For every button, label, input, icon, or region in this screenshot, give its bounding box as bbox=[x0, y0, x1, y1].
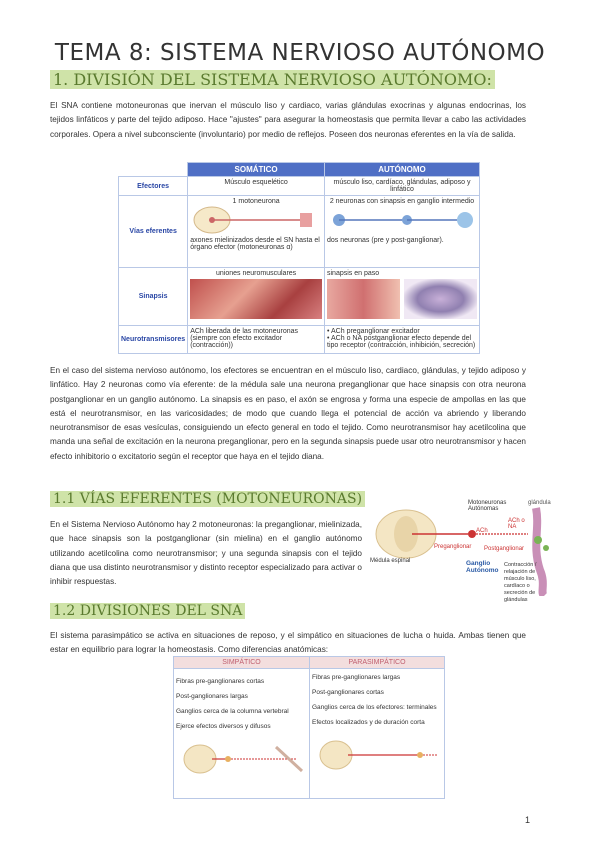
page-number: 1 bbox=[524, 815, 530, 825]
section12-paragraph: El sistema parasimpático se activa en situaciones de reposo, y el simpático en situaciones de lucha o huida. Ambas tienen que estar en equilibrio para lograr la homeostasis. Como diferencias anatómicas: bbox=[50, 631, 526, 655]
label-pre: Preganglionar bbox=[434, 544, 472, 550]
two-neuron-diagram bbox=[327, 205, 477, 235]
para-item: Ganglios cerca de los efectores: terminales bbox=[312, 704, 437, 711]
simpatico-item: Ganglios cerca de la columna vertebral bbox=[176, 708, 289, 715]
vias-autonomo-cell bbox=[325, 196, 480, 268]
efectores-somatico: Músculo esquelético bbox=[188, 177, 325, 196]
section1-heading: 1. DIVISIÓN DEL SISTEMA NERVIOSO AUTÓNOMO: bbox=[50, 70, 495, 89]
neuro-autonomo-2: • ACh o NA postganglionar efecto depende del tipo receptor (contracción, inhibición, secreción) bbox=[327, 335, 476, 349]
sympathetic-vs-parasympathetic-table bbox=[173, 656, 445, 799]
efectores-autonomo: músculo liso, cardíaco, glándulas, adiposo y linfático bbox=[325, 177, 480, 196]
sinapsis-autonomo-text: sinapsis en paso bbox=[327, 270, 380, 277]
para-item: Post-ganglionares cortas bbox=[312, 689, 384, 696]
page-title: TEMA 8: SISTEMA NERVIOSO AUTÓNOMO bbox=[54, 40, 546, 66]
label-glandula: glándula bbox=[528, 500, 551, 506]
sympathetic-diagram bbox=[176, 737, 306, 777]
smooth-muscle-image bbox=[327, 279, 400, 319]
neuromuscular-junction-image bbox=[190, 279, 322, 319]
simpatico-cell bbox=[174, 669, 310, 799]
sinapsis-autonomo-cell bbox=[325, 268, 480, 326]
neuro-autonomo-1: • ACh preganglionar excitador bbox=[327, 328, 420, 335]
motoneuron-diagram bbox=[190, 205, 320, 235]
vias-autonomo-text: dos neuronas (pre y post-ganglionar). bbox=[327, 237, 444, 244]
vias-somatico-text: axones mielinizados desde el SN hasta el órgano efector (motoneuronas α) bbox=[190, 237, 320, 251]
label-ach-na: ACh o NA bbox=[508, 518, 525, 530]
label-ganglio: Ganglio Autónomo bbox=[466, 560, 499, 574]
label-motoneuronas: Motoneuronas Autónomas bbox=[468, 500, 507, 512]
parasympathetic-diagram bbox=[312, 733, 442, 773]
simpatico-item: Ejerce efectos diversos y difusos bbox=[176, 723, 271, 730]
vias-somatico-top: 1 motoneurona bbox=[232, 198, 280, 205]
section11-heading: 1.1 VÍAS EFERENTES (MOTONEURONAS) bbox=[50, 491, 365, 507]
paragraph-2: En el caso del sistema nervioso autónomo, los efectores se encuentran en el músculo liso, cardiaco, glándulas, y tejido adiposo y linfático. Hay 2 neuronas como vía eferente: de la médula sale una neurona preganglionar que hace sinapsis con otra neurona postganglionar en un ganglio autónomo. La sinapsis es en paso, el axón se engrosa y forma una especie de ampollas en las que está el neurotransmisor, en las varicosidades; de modo que cuando llega el potencial de acción va abriendo y liberando neurotransmisor de esas vesículas, consiguiendo un efecto general en todo el tejido. Como neurotransmisor hay acetilcolina que manda una señal de excitación en la neurona preganglionar, pero en la segunda sinapsis puede usar otro neurotransmisor y hacen efecto inhibitorio o excitatorio según el receptor que haya en el tejido diana. bbox=[50, 366, 526, 461]
label-post: Postganglionar bbox=[484, 546, 525, 552]
vias-autonomo-top: 2 neuronas con sinapsis en ganglio intermedio bbox=[329, 198, 475, 205]
row-neuro-label: Neurotransmisores bbox=[119, 326, 188, 354]
row-vias-label: Vías eferentes bbox=[119, 196, 188, 268]
somatic-vs-autonomic-table bbox=[118, 162, 480, 354]
vias-somatico-cell bbox=[188, 196, 325, 268]
varicosity-image bbox=[404, 279, 477, 319]
simpatico-item: Fibras pre-ganglionares cortas bbox=[176, 678, 265, 685]
sinapsis-somatico-cell bbox=[188, 268, 325, 326]
col-parasimpatico: PARASIMPÁTICO bbox=[310, 657, 445, 669]
para-item: Efectos localizados y de duración corta bbox=[312, 719, 425, 726]
para-item: Fibras pre-ganglionares largas bbox=[312, 674, 401, 681]
label-ach: ACh bbox=[476, 528, 488, 534]
row-sinapsis-label: Sinapsis bbox=[119, 268, 188, 326]
sinapsis-somatico-text: uniones neuromusculares bbox=[216, 270, 297, 277]
section1-paragraph: El SNA contiene motoneuronas que inervan el músculo liso y cardiaco, varias glándulas exocrinas y algunas endocrinas, los tejidos linfáticos y parte del tejido adiposo. Hace "ajustes" para asegurar la homeostasis que permita llevar a cabo las actividades corporales. Opera a nivel subconsciente (involuntario) por medio de reflejos. Poseen dos neuronas eferentes en la vía de salida. bbox=[50, 101, 526, 139]
simpatico-item: Post-ganglionares largas bbox=[176, 693, 248, 700]
col-simpatico: SIMPÁTICO bbox=[174, 657, 310, 669]
parasimpatico-cell bbox=[310, 669, 445, 799]
label-medula: Médula espinal bbox=[370, 558, 411, 564]
col-somatico: SOMÁTICO bbox=[188, 163, 325, 177]
col-autonomo: AUTÓNOMO bbox=[325, 163, 480, 177]
autonomic-motoneuron-figure bbox=[368, 500, 558, 603]
neuro-somatico: ACh liberada de las motoneuronas (siempre con efecto excitador (contracción)) bbox=[188, 326, 325, 354]
neuro-autonomo-cell bbox=[325, 326, 480, 354]
section12-heading: 1.2 DIVISIONES DEL SNA bbox=[50, 603, 245, 619]
section11-paragraph: En el Sistema Nervioso Autónomo hay 2 motoneuronas: la preganglionar, mielinizada, que hace sinapsis son la postganglionar (sin mielina) en el ganglio autónomo utilizando acetilcolina como neurotransmisor; y una segunda sinapsis con el tejido diana que usa distinto neurotransmisor y distinto receptor especializado para activar o inhibir respuestas. bbox=[50, 520, 362, 587]
figure11-caption: Contracción / relajación de músculo liso, cardíaco o secreción de glándulas bbox=[504, 562, 537, 603]
row-efectores-label: Efectores bbox=[119, 177, 188, 196]
